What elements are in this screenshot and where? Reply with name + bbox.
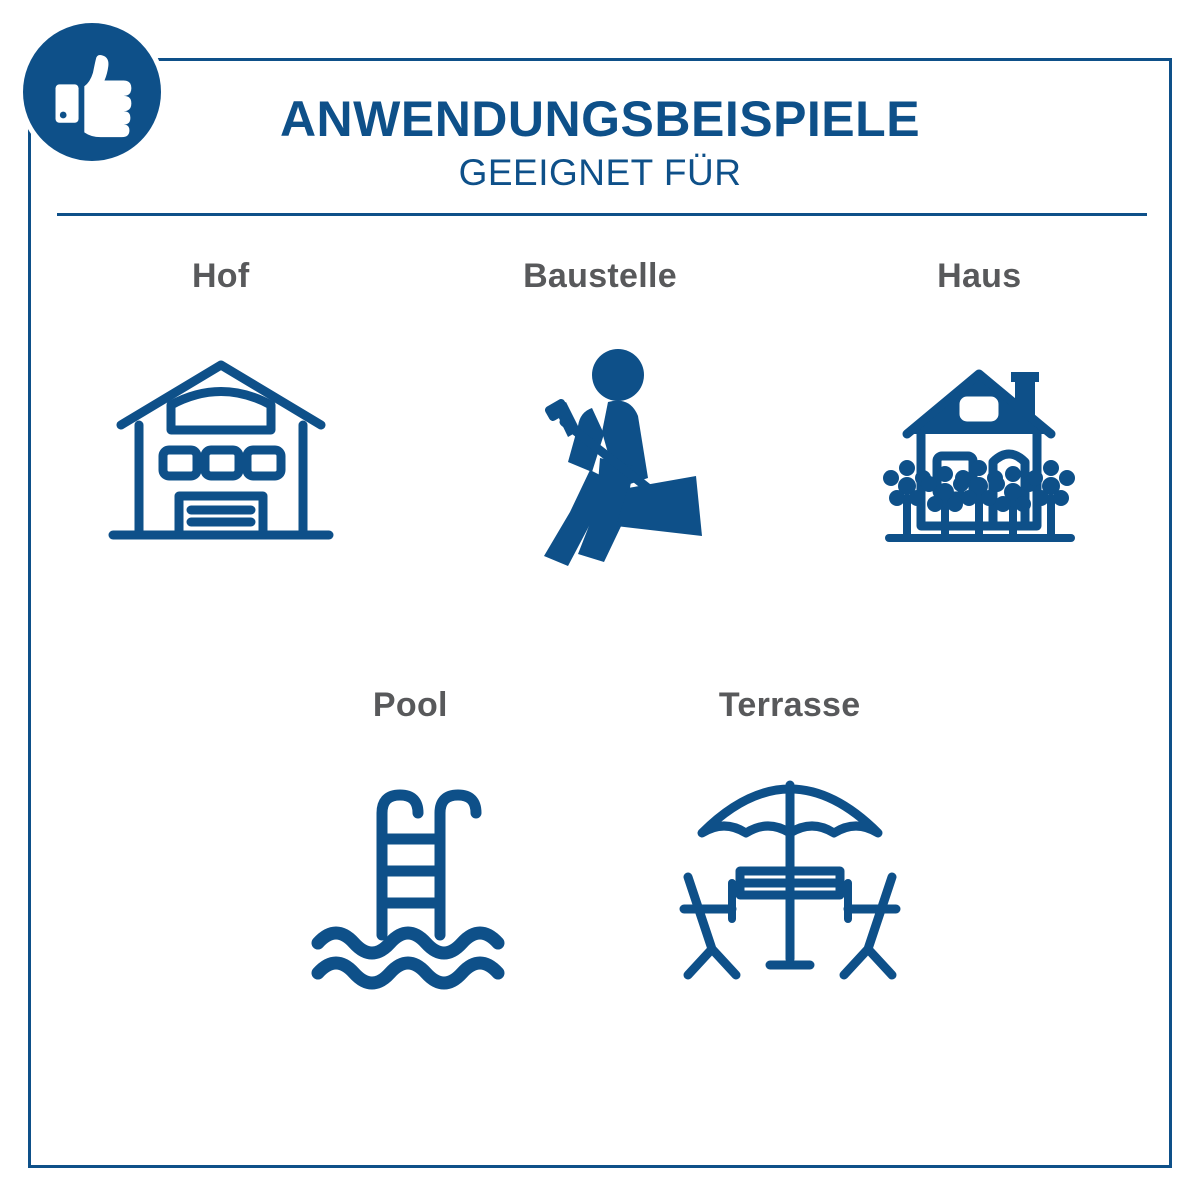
- example-item-hof: [31, 257, 410, 570]
- header-divider: [57, 213, 1147, 216]
- example-label: Hof: [191, 257, 250, 295]
- patio-umbrella-table-icon: [670, 759, 910, 999]
- page-subtitle: GEEIGNET FÜR: [458, 151, 742, 193]
- examples-row: [31, 686, 1169, 999]
- example-item-terrasse: [600, 686, 979, 999]
- pool-ladder-icon: [290, 759, 530, 999]
- examples-grid: [31, 257, 1169, 999]
- example-label: Haus: [937, 257, 1022, 295]
- example-item-pool: [221, 686, 600, 999]
- construction-worker-icon: [480, 330, 720, 570]
- example-label: Terrasse: [718, 686, 861, 724]
- page-title: ANWENDUNGSBEISPIELE: [279, 91, 921, 147]
- thumbs-up-badge: [18, 18, 166, 166]
- example-label: Pool: [372, 686, 448, 724]
- panel-header: [31, 61, 1169, 194]
- house-with-flowers-icon: [859, 330, 1099, 570]
- example-label: Baustelle: [523, 257, 677, 295]
- examples-row: [31, 257, 1169, 570]
- thumbs-up-icon: [44, 44, 140, 140]
- example-item-haus: [790, 257, 1169, 570]
- barn-icon: [101, 330, 341, 570]
- application-examples-panel: [28, 58, 1172, 1168]
- example-item-baustelle: [410, 257, 789, 570]
